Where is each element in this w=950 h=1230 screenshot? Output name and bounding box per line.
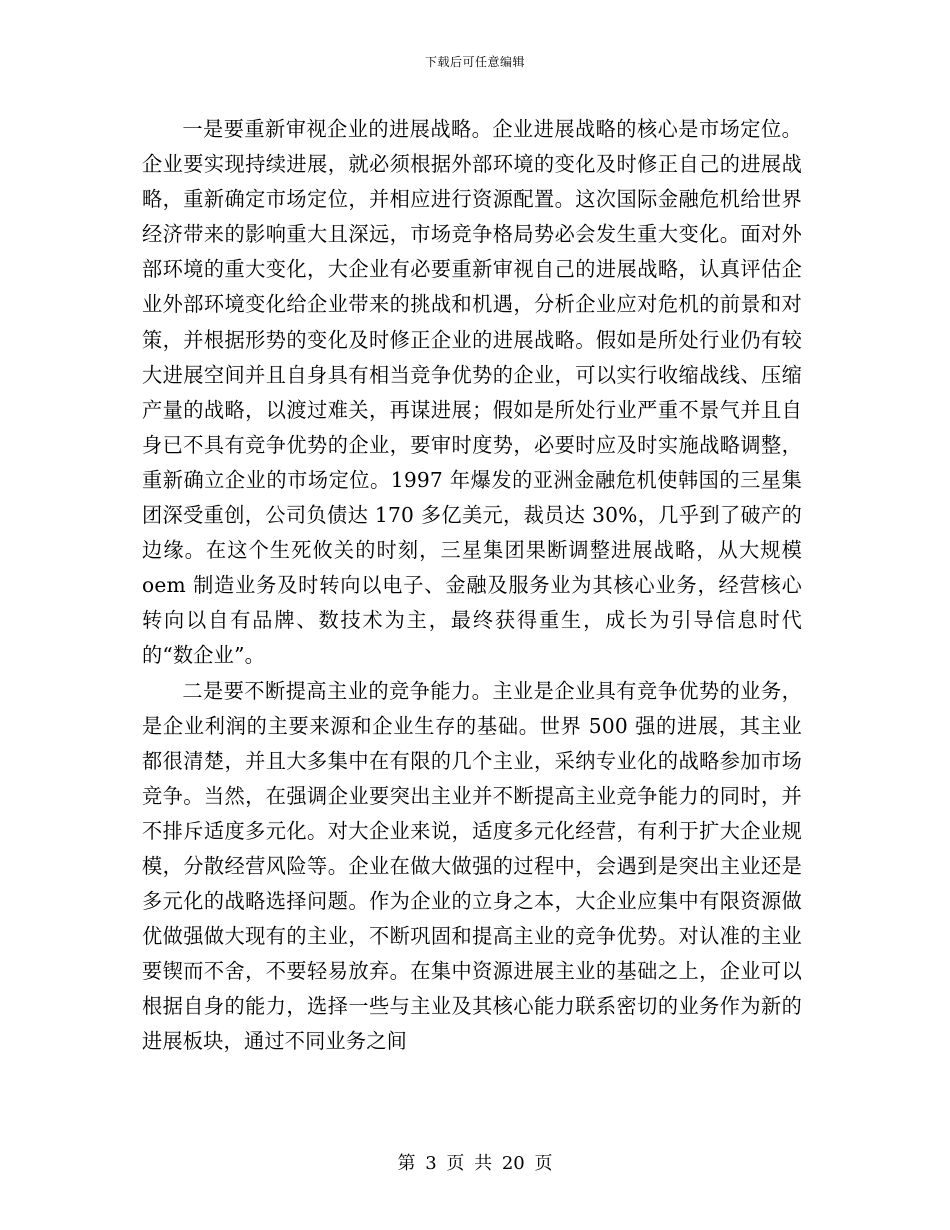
page-number-footer: 第 3 页 共 20 页	[397, 1153, 553, 1174]
page-header: 下载后可任意编辑	[424, 55, 525, 69]
paragraph-1: 一是要重新审视企业的进展战略。企业进展战略的核心是市场定位。企业要实现持续进展，就必须根据外部环境的变化及时修正自己的进展战略，重新确定市场定位，并相应进行资源配置。这次国际金融危机给世界经济带来的影响重大且深远，市场竞争格局势必会发生重大变化。面对外部环境的重大变化，大企业有必要重新审视自己的进展战略，认真评估企业外部环境变化给企业带来的挑战和机遇，分析企业应对危机的前景和对策，并根据形势的变化及时修正企业的进展战略。假如是所处行业仍有较大进展空间并且自身具有相当竞争优势的企业，可以实行收缩战线、压缩产量的战略，以渡过难关，再谋进展；假如是所处行业严重不景气并且自身已不具有竞争优势的企业，要审时度势，必要时应及时实施战略调整，重新确立企业的市场定位。1997 年爆发的亚洲金融危机使韩国的三星集团深受重创，公司负债达 170 多亿美元，裁员达 30%，几乎到了破产的边缘。在这个生死攸关的时刻，三星集团果断调整进展战略，从大规模 oem 制造业务及时转向以电子、金融及服务业为其核心业务，经营核心转向以自有品牌、数技术为主，最终获得重生，成长为引导信息时代的“数企业”。	[142, 117, 802, 668]
document-body	[142, 112, 802, 1060]
paragraph-2: 二是要不断提高主业的竞争能力。主业是企业具有竞争优势的业务，是企业利润的主要来源和企业生存的基础。世界 500 强的进展，其主业都很清楚，并且大多集中在有限的几个主业，采纳专业化的战略参加市场竞争。当然，在强调企业要突出主业并不断提高主业竞争能力的同时，并不排斥适度多元化。对大企业来说，适度多元化经营，有利于扩大企业规模，分散经营风险等。企业在做大做强的过程中，会遇到是突出主业还是多元化的战略选择问题。作为企业的立身之本，大企业应集中有限资源做优做强做大现有的主业，不断巩固和提高主业的竞争优势。对认准的主业要锲而不舍，不要轻易放弃。在集中资源进展主业的基础之上，企业可以根据自身的能力，选择一些与主业及其核心能力联系密切的业务作为新的进展板块，通过不同业务之间	[142, 678, 802, 1054]
